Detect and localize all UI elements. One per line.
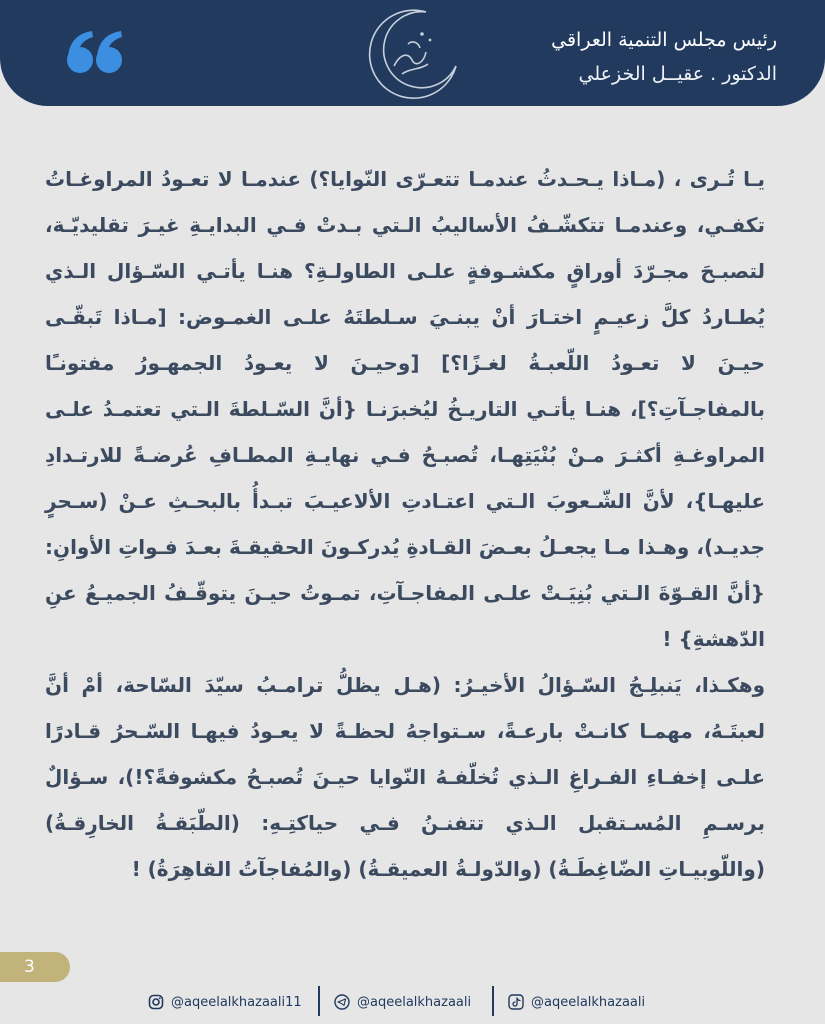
- paragraph: يـا تُـرى ، (مـاذا يـحـدثُ عندمـا تتعـرّى النّوايا؟) عندمـا لا تعـودُ المراوغـاتُ تكفـي، وعندمـا تتكشّـفُ الأساليبُ الـتي بـدتْ فـي البدايـةِ غيـرَ تقليديّـة، لتصبـحَ مجـرّدَ أوراقٍ مكشـوفةٍ علـى الطاولـةِ؟ هنـا يأتـي السّـؤال الـذي يُطـاردُ كلَّ زعيـمٍ اختـارَ أنْ يبنـيَ سـلطتَهُ علـى الغمـوض: [مـاذا تَبقّـى حيـنَ لا تعـودُ اللّعبـةُ لغـزًا؟] [وحيـنَ لا يعـودُ الجمهـورُ مفتونـًا بالمفاجـآتِ؟]، هنـا يأتـي التاريـخُ ليُخبرَنـا {أنَّ السّـلطةَ الـتي تعتمـدُ علـى المراوغـةِ أكثـرَ مـنْ بُنْيَتِهـا، تُصبـحُ فـي نهايـةِ المطـافِ عُرضـةً للارتـدادِ عليهـا}، لأنَّ الشّـعوبَ الـتي اعتـادتِ الألاعيـبَ تبـدأُ بالبحـثِ عـنْ (سـحرٍ جديـد)، وهـذا مـا يجعـلُ بعـضَ القـادةِ يُدركـونَ الحقيقـةَ بعـدَ فـواتِ الأوانِ: {أنَّ القـوّةَ الـتي بُنِيَـتْ علـى المفاجـآتِ، تمـوتُ حيـنَ يتوقّـفُ الجميـعُ عنِ الدّهشةِ} !: [45, 167, 765, 651]
- telegram-handle[interactable]: [334, 990, 471, 1014]
- crescent-logo-icon: [364, 4, 464, 104]
- instagram-label: @aqeelalkhazaali11: [171, 994, 302, 1010]
- author-block: [457, 24, 777, 92]
- tiktok-label: @aqeelalkhazaali: [531, 994, 646, 1010]
- divider: [318, 986, 320, 1016]
- article-body: [45, 156, 765, 892]
- telegram-icon: [334, 994, 350, 1010]
- header-banner: [0, 0, 825, 106]
- author-title: رئيس مجلس التنمية العراقي: [551, 29, 777, 51]
- social-footer: [0, 984, 825, 1024]
- telegram-label: @aqeelalkhazaali: [357, 994, 472, 1010]
- page-number-badge: 3: [0, 952, 70, 982]
- quote-icon: [66, 30, 124, 82]
- author-name: الدكتور . عقيــل الخزعلي: [578, 63, 777, 85]
- instagram-icon: [148, 994, 164, 1010]
- tiktok-icon: [508, 994, 524, 1010]
- instagram-handle[interactable]: [148, 990, 302, 1014]
- divider: [492, 986, 494, 1016]
- paragraph: وهكـذا، يَنبلِـجُ السّـؤالُ الأخيـرُ: (هـل يظلُّ ترامـبُ سيّدَ السّاحة، أمْ أنَّ لعبتَـهُ، مهمـا كانـتْ بارعـةً، سـتواجهُ لحظـةً لا يعـودُ فيهـا السّـحرُ قـادرًا علـى إخفـاءِ الفـراغِ الـذي تُخلّفـهُ النّوايا حيـنَ تُصبـحُ مكشوفةً؟!)، سـؤالٌ برسـمِ المُسـتقبل الـذي تتفنـنُ فـي حياكتِـهِ: (الطّبَقـةُ الخارِقـةُ) (واللّوبيـاتِ الضّاغِطَـةُ) (والدّولـةُ العميقـةُ) (والمُفاجآتُ القاهِرَةُ) !: [45, 673, 765, 881]
- tiktok-handle[interactable]: [508, 990, 645, 1014]
